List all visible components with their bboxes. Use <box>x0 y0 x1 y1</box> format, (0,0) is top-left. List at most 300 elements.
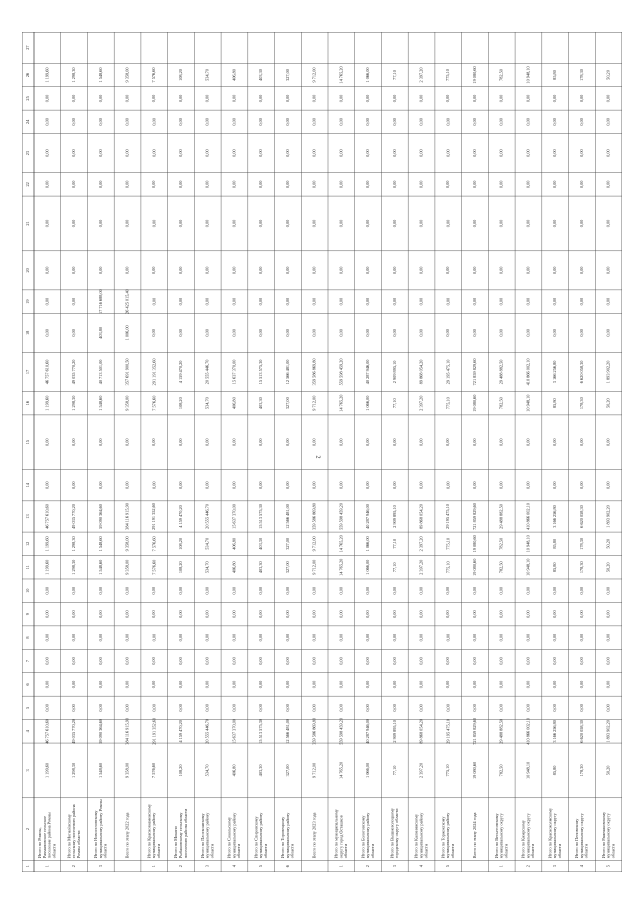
row-name-cell <box>312 812 317 858</box>
cell-value: 26 425 015,40 <box>124 289 130 314</box>
cell-value: 77,10 <box>391 562 397 573</box>
row-name-line: области <box>423 843 429 859</box>
value-cell <box>525 358 531 385</box>
value-cell <box>579 561 585 573</box>
row-name-line: области <box>51 843 57 859</box>
value-cell <box>312 181 318 189</box>
row-name-line: Итого по Спировскому <box>253 816 259 859</box>
value-cell <box>499 481 505 489</box>
cell-value: 0,00 <box>97 219 103 228</box>
cell-value: 0,00 <box>97 633 103 642</box>
cell-value: 1 199,60 <box>44 559 50 575</box>
value-cell <box>285 481 291 489</box>
cell-value: 20 555 446,70 <box>204 504 210 529</box>
cell-value: 178,30 <box>578 69 584 81</box>
value-cell <box>205 765 211 777</box>
value-cell <box>285 538 291 550</box>
cell-value: 0,00 <box>605 704 611 712</box>
cell-value: 0,00 <box>258 704 264 712</box>
cell-value: 9 358,00 <box>124 536 130 552</box>
row-name-cell <box>253 812 268 859</box>
cell-value: 0,00 <box>418 219 424 228</box>
cell-value: 0,00 <box>552 586 558 595</box>
cell-value: 775,10 <box>445 764 451 777</box>
cell-value: 0,00 <box>177 610 183 618</box>
cell-value: 0,00 <box>284 481 290 489</box>
value-cell <box>472 704 478 712</box>
cell-value: 17 716 688,00 <box>97 289 103 314</box>
value-cell <box>392 329 398 337</box>
value-cell <box>71 610 77 618</box>
cell-value: 3 <box>204 865 210 868</box>
value-cell <box>525 762 531 779</box>
value-cell <box>552 438 558 446</box>
cell-value: 0,00 <box>231 297 237 306</box>
cell-value: 721 859 829,60 <box>471 503 477 530</box>
cell-value: 1 006,00 <box>124 325 130 341</box>
cell-value: 0,00 <box>471 438 477 446</box>
cell-value: 0,00 <box>525 586 531 595</box>
value-cell <box>98 587 104 595</box>
value-cell <box>312 536 318 551</box>
cell-value: 7 576,60 <box>151 762 157 778</box>
value-cell <box>44 67 50 82</box>
value-cell <box>499 719 505 744</box>
cell-value: 406,80 <box>231 69 237 81</box>
value-cell <box>499 634 505 642</box>
row-number-cell <box>419 864 424 867</box>
cell-value: 327,00 <box>284 764 290 777</box>
value-cell <box>312 587 318 595</box>
value-cell <box>525 66 531 83</box>
value-cell <box>71 536 77 551</box>
cell-value: 1 548,60 <box>97 536 103 552</box>
cell-value: 406,80 <box>231 537 237 550</box>
cell-value: 0,00 <box>44 481 50 489</box>
column-number: 21 <box>24 221 30 226</box>
row-name-line: области <box>450 843 456 859</box>
cell-value: 2 397,20 <box>418 559 424 575</box>
row-name-line: Итого по Калининскому <box>413 813 419 859</box>
value-cell <box>44 719 50 744</box>
cell-value: 0,00 <box>258 481 264 489</box>
cell-value: 0,00 <box>338 180 344 189</box>
cell-value: 0,00 <box>71 481 77 489</box>
cell-value: 0,00 <box>97 680 103 689</box>
cell-value: 0,00 <box>525 329 531 337</box>
value-cell <box>445 298 451 306</box>
row-name-cell <box>334 808 349 858</box>
cell-value: 291 191 352,60 <box>151 358 157 386</box>
value-cell <box>151 560 157 575</box>
row-name-line: области <box>369 843 375 859</box>
value-cell <box>419 504 425 529</box>
cell-value: 0,00 <box>151 481 157 489</box>
cell-value: 9 712,00 <box>311 559 317 575</box>
value-cell <box>231 220 237 228</box>
value-cell <box>499 681 505 689</box>
value-cell <box>338 634 344 642</box>
value-cell <box>125 481 131 489</box>
cell-value: 0,00 <box>498 704 504 712</box>
row-name-cell <box>601 811 616 858</box>
value-cell <box>606 149 612 157</box>
value-cell <box>71 481 77 489</box>
row-name-line: Всего по этапу 2023 года <box>311 812 317 859</box>
cell-value: 0,00 <box>578 149 584 157</box>
cell-value: 559 598 459,20 <box>338 503 344 530</box>
cell-value: 77,10 <box>391 398 397 408</box>
value-cell <box>44 504 50 529</box>
row-number-cell <box>151 865 156 867</box>
column-number: 15 <box>24 440 30 445</box>
value-cell <box>178 220 184 228</box>
value-cell <box>419 396 425 411</box>
cell-value: 0,00 <box>578 586 584 595</box>
cell-value: 0,00 <box>284 118 290 126</box>
cell-value: 0,00 <box>552 219 558 228</box>
cell-value: 0,00 <box>71 118 77 126</box>
value-cell <box>579 329 585 337</box>
value-cell <box>445 765 451 777</box>
column-number: 17 <box>24 369 30 375</box>
cell-value: 10 948,10 <box>525 761 531 780</box>
value-cell <box>151 358 157 385</box>
cell-value: 0,00 <box>71 680 77 689</box>
cell-value: 0,00 <box>258 266 264 275</box>
cell-value: 0,00 <box>391 118 397 126</box>
cell-value: 775,10 <box>445 537 451 550</box>
column-number: 3 <box>24 769 30 772</box>
cell-value: 359 586 869,80 <box>311 503 317 530</box>
value-cell <box>338 535 344 552</box>
value-cell <box>125 149 131 157</box>
cell-value: 0,00 <box>71 438 77 446</box>
value-cell <box>71 118 77 126</box>
cell-value: 0,00 <box>445 219 451 228</box>
value-cell <box>445 561 451 573</box>
cell-value: 0,00 <box>284 266 290 275</box>
row-name-line: Итого по Торопецкому <box>280 816 286 859</box>
cell-value: 29 195 475,10 <box>445 504 451 529</box>
value-cell <box>472 395 478 412</box>
value-cell <box>285 765 291 777</box>
cell-value: 7 576,60 <box>151 67 157 83</box>
value-cell <box>419 298 425 306</box>
value-cell <box>205 704 211 712</box>
value-cell <box>44 704 50 712</box>
cell-value: 0,00 <box>418 266 424 275</box>
cell-value: 0,00 <box>311 610 317 618</box>
cell-value: 0,00 <box>605 266 611 275</box>
cell-value: 50,20 <box>605 562 611 573</box>
cell-value: 0,00 <box>71 586 77 595</box>
value-cell <box>579 657 585 665</box>
cell-value: 0,00 <box>525 610 531 618</box>
value-cell <box>125 67 131 82</box>
value-cell <box>258 561 264 573</box>
value-cell <box>472 481 478 489</box>
value-cell <box>392 70 398 80</box>
value-cell <box>499 95 505 103</box>
value-cell <box>178 438 184 446</box>
cell-value: 0,00 <box>445 94 451 103</box>
cell-value: 0,00 <box>124 657 130 665</box>
row-name-line: муниципальному округу <box>498 813 504 859</box>
cell-value: 0,00 <box>284 219 290 228</box>
value-cell <box>178 657 184 665</box>
cell-value: 0,00 <box>445 481 451 489</box>
cell-value: 0,00 <box>471 266 477 275</box>
row-number-cell <box>525 865 530 867</box>
cell-value: 85,80 <box>552 765 558 776</box>
cell-value: 14 765,20 <box>338 394 344 412</box>
value-cell <box>98 634 104 642</box>
value-cell <box>338 762 344 779</box>
value-cell <box>525 681 531 689</box>
cell-value: 0,00 <box>525 219 531 228</box>
value-cell <box>205 634 211 642</box>
row-name-line: муниципальному району <box>418 812 424 859</box>
cell-value: 0,00 <box>552 680 558 689</box>
value-cell <box>579 118 585 126</box>
value-cell <box>419 719 425 744</box>
cell-value: 178,30 <box>578 561 584 574</box>
cell-value: 0,00 <box>525 118 531 126</box>
row-name-cell <box>280 812 295 859</box>
value-cell <box>178 704 184 712</box>
row-name-line: муниципальному району <box>445 812 451 859</box>
cell-value: 0,00 <box>605 180 611 189</box>
value-cell <box>579 765 585 777</box>
value-cell <box>285 95 291 103</box>
cell-value: 0,00 <box>525 704 531 712</box>
value-cell <box>71 298 77 306</box>
value-cell <box>231 95 237 103</box>
value-cell <box>606 70 612 80</box>
cell-value: 1 <box>338 865 344 868</box>
value-cell <box>365 95 371 103</box>
row-number-cell <box>285 864 290 867</box>
value-cell <box>499 118 505 126</box>
cell-value: 0,00 <box>525 266 531 275</box>
cell-value: 782,50 <box>498 537 504 550</box>
value-cell <box>445 481 451 489</box>
value-cell <box>419 181 425 189</box>
cell-value: 0,00 <box>391 94 397 103</box>
value-cell <box>472 559 478 576</box>
value-cell <box>499 704 505 712</box>
cell-value: 0,00 <box>284 704 290 712</box>
cell-value: 0,00 <box>498 94 504 103</box>
cell-value: 77,10 <box>391 538 397 549</box>
value-cell <box>178 361 184 384</box>
value-cell <box>151 681 157 689</box>
cell-value: 0,00 <box>231 610 237 618</box>
row-name-line: области <box>236 843 242 859</box>
cell-value: 384 116 915,90 <box>124 503 130 530</box>
cell-value: 0,00 <box>151 704 157 712</box>
value-cell <box>285 397 291 409</box>
cell-value: 0,00 <box>338 329 344 337</box>
row-name-line: Итого по Могилёвскому <box>66 814 72 859</box>
value-cell <box>71 719 77 744</box>
cell-value: 0,00 <box>124 266 130 275</box>
value-cell <box>312 610 318 618</box>
row-name-line: Всего по этапу 2024 года <box>471 812 477 859</box>
value-cell <box>392 438 398 446</box>
cell-value: 0,00 <box>44 118 50 126</box>
cell-value: 0,00 <box>44 610 50 618</box>
cell-value: 327,00 <box>284 537 290 550</box>
value-cell <box>231 587 237 595</box>
value-cell <box>499 765 505 777</box>
cell-value: 0,00 <box>71 180 77 189</box>
cell-value: 534,70 <box>204 537 210 550</box>
cell-value: 0,00 <box>204 586 210 595</box>
value-cell <box>419 67 425 82</box>
cell-value: 0,00 <box>365 438 371 446</box>
value-cell <box>445 610 451 618</box>
value-cell <box>499 610 505 618</box>
value-cell <box>419 149 425 157</box>
cell-value: 89 868 054,20 <box>418 504 424 529</box>
cell-value: 2 <box>71 865 77 868</box>
column-number: 10 <box>24 588 30 593</box>
cell-value: 178,30 <box>578 764 584 777</box>
cell-value: 0,00 <box>365 180 371 189</box>
value-cell <box>392 149 398 157</box>
row-name-cell <box>360 812 375 859</box>
cell-value: 782,50 <box>498 69 504 81</box>
cell-value: 0,00 <box>365 329 371 337</box>
cell-value: 0,00 <box>605 94 611 103</box>
value-cell <box>285 657 291 665</box>
value-cell <box>365 396 371 411</box>
value-cell <box>178 95 184 103</box>
cell-value: 0,00 <box>177 266 183 275</box>
value-cell <box>365 220 371 228</box>
value-cell <box>151 657 157 665</box>
cell-value: 0,00 <box>552 704 558 712</box>
cell-value: 6 620 058,30 <box>578 720 584 743</box>
row-name-cell <box>200 812 215 859</box>
value-cell <box>125 325 131 340</box>
cell-value: 108,20 <box>177 69 183 81</box>
cell-value: 327,00 <box>284 69 290 81</box>
cell-value: 1 066,00 <box>365 559 371 575</box>
value-cell <box>312 118 318 126</box>
value-cell <box>151 704 157 712</box>
value-cell <box>151 118 157 126</box>
value-cell <box>125 718 131 745</box>
value-cell <box>151 181 157 189</box>
value-cell <box>71 329 77 337</box>
cell-value: 0,00 <box>578 633 584 642</box>
value-cell <box>499 69 505 81</box>
cell-value: 0,00 <box>177 180 183 189</box>
cell-value: 10 948,10 <box>525 535 531 553</box>
table-svg <box>22 32 622 872</box>
value-cell <box>338 329 344 337</box>
cell-value: 0,00 <box>97 610 103 618</box>
cell-value: 0,00 <box>338 94 344 103</box>
cell-value: 0,00 <box>177 94 183 103</box>
value-cell <box>525 610 531 618</box>
cell-value: 4 <box>418 865 424 868</box>
value-cell <box>472 220 478 228</box>
cell-value: 15 637 370,00 <box>231 504 237 529</box>
row-name-line: Итого по Ромны, <box>37 827 43 859</box>
cell-value: 0,00 <box>311 149 317 157</box>
cell-value: 0,00 <box>177 633 183 642</box>
value-cell <box>606 720 612 743</box>
row-number-cell <box>178 865 183 867</box>
cell-value: 0,00 <box>71 149 77 157</box>
value-cell <box>312 396 318 411</box>
cell-value: 0,00 <box>231 633 237 642</box>
cell-value: 0,00 <box>471 586 477 595</box>
rotated-data-table <box>22 32 622 872</box>
cell-value: 0,00 <box>498 481 504 489</box>
cell-value: 0,00 <box>311 94 317 103</box>
value-cell <box>579 397 585 409</box>
cell-value: 0,00 <box>284 633 290 642</box>
cell-value: 9 712,00 <box>311 67 317 83</box>
value-cell <box>552 587 558 595</box>
row-name-line: области <box>262 843 268 859</box>
column-number: 9 <box>24 613 30 616</box>
cell-value: 0,00 <box>311 297 317 306</box>
value-cell <box>338 149 344 157</box>
value-cell <box>338 559 344 576</box>
row-name-line: муниципальному округу <box>525 813 531 859</box>
cell-value: 4 <box>578 865 584 868</box>
value-cell <box>312 560 318 575</box>
value-cell <box>419 118 425 126</box>
value-cell <box>258 504 264 529</box>
cell-value: 0,00 <box>204 610 210 618</box>
value-cell <box>579 634 585 642</box>
value-cell <box>525 118 531 126</box>
cell-value: 0,00 <box>97 149 103 157</box>
value-cell <box>44 763 50 778</box>
cell-value: 89 868 054,20 <box>418 718 424 744</box>
value-cell <box>98 327 104 339</box>
value-cell <box>525 503 531 530</box>
cell-value: 0,00 <box>44 633 50 642</box>
cell-value: 0,00 <box>258 610 264 618</box>
cell-value: 0,00 <box>418 633 424 642</box>
cell-value: 0,00 <box>525 180 531 189</box>
value-cell <box>231 267 237 275</box>
value-cell <box>231 704 237 712</box>
cell-value: 40 713 501,00 <box>97 359 103 385</box>
value-cell <box>472 634 478 642</box>
cell-value: 0,00 <box>525 680 531 689</box>
cell-value: 3 166 256,80 <box>552 720 558 743</box>
row-number-cell <box>579 864 584 867</box>
cell-value: 410 866 002,10 <box>525 503 531 530</box>
value-cell <box>285 681 291 689</box>
value-cell <box>445 360 451 385</box>
cell-value: 108,20 <box>177 561 183 574</box>
cell-value: 0,00 <box>445 118 451 126</box>
value-cell <box>445 95 451 103</box>
value-cell <box>44 396 50 411</box>
row-name-cell <box>125 812 130 858</box>
value-cell <box>44 360 50 385</box>
